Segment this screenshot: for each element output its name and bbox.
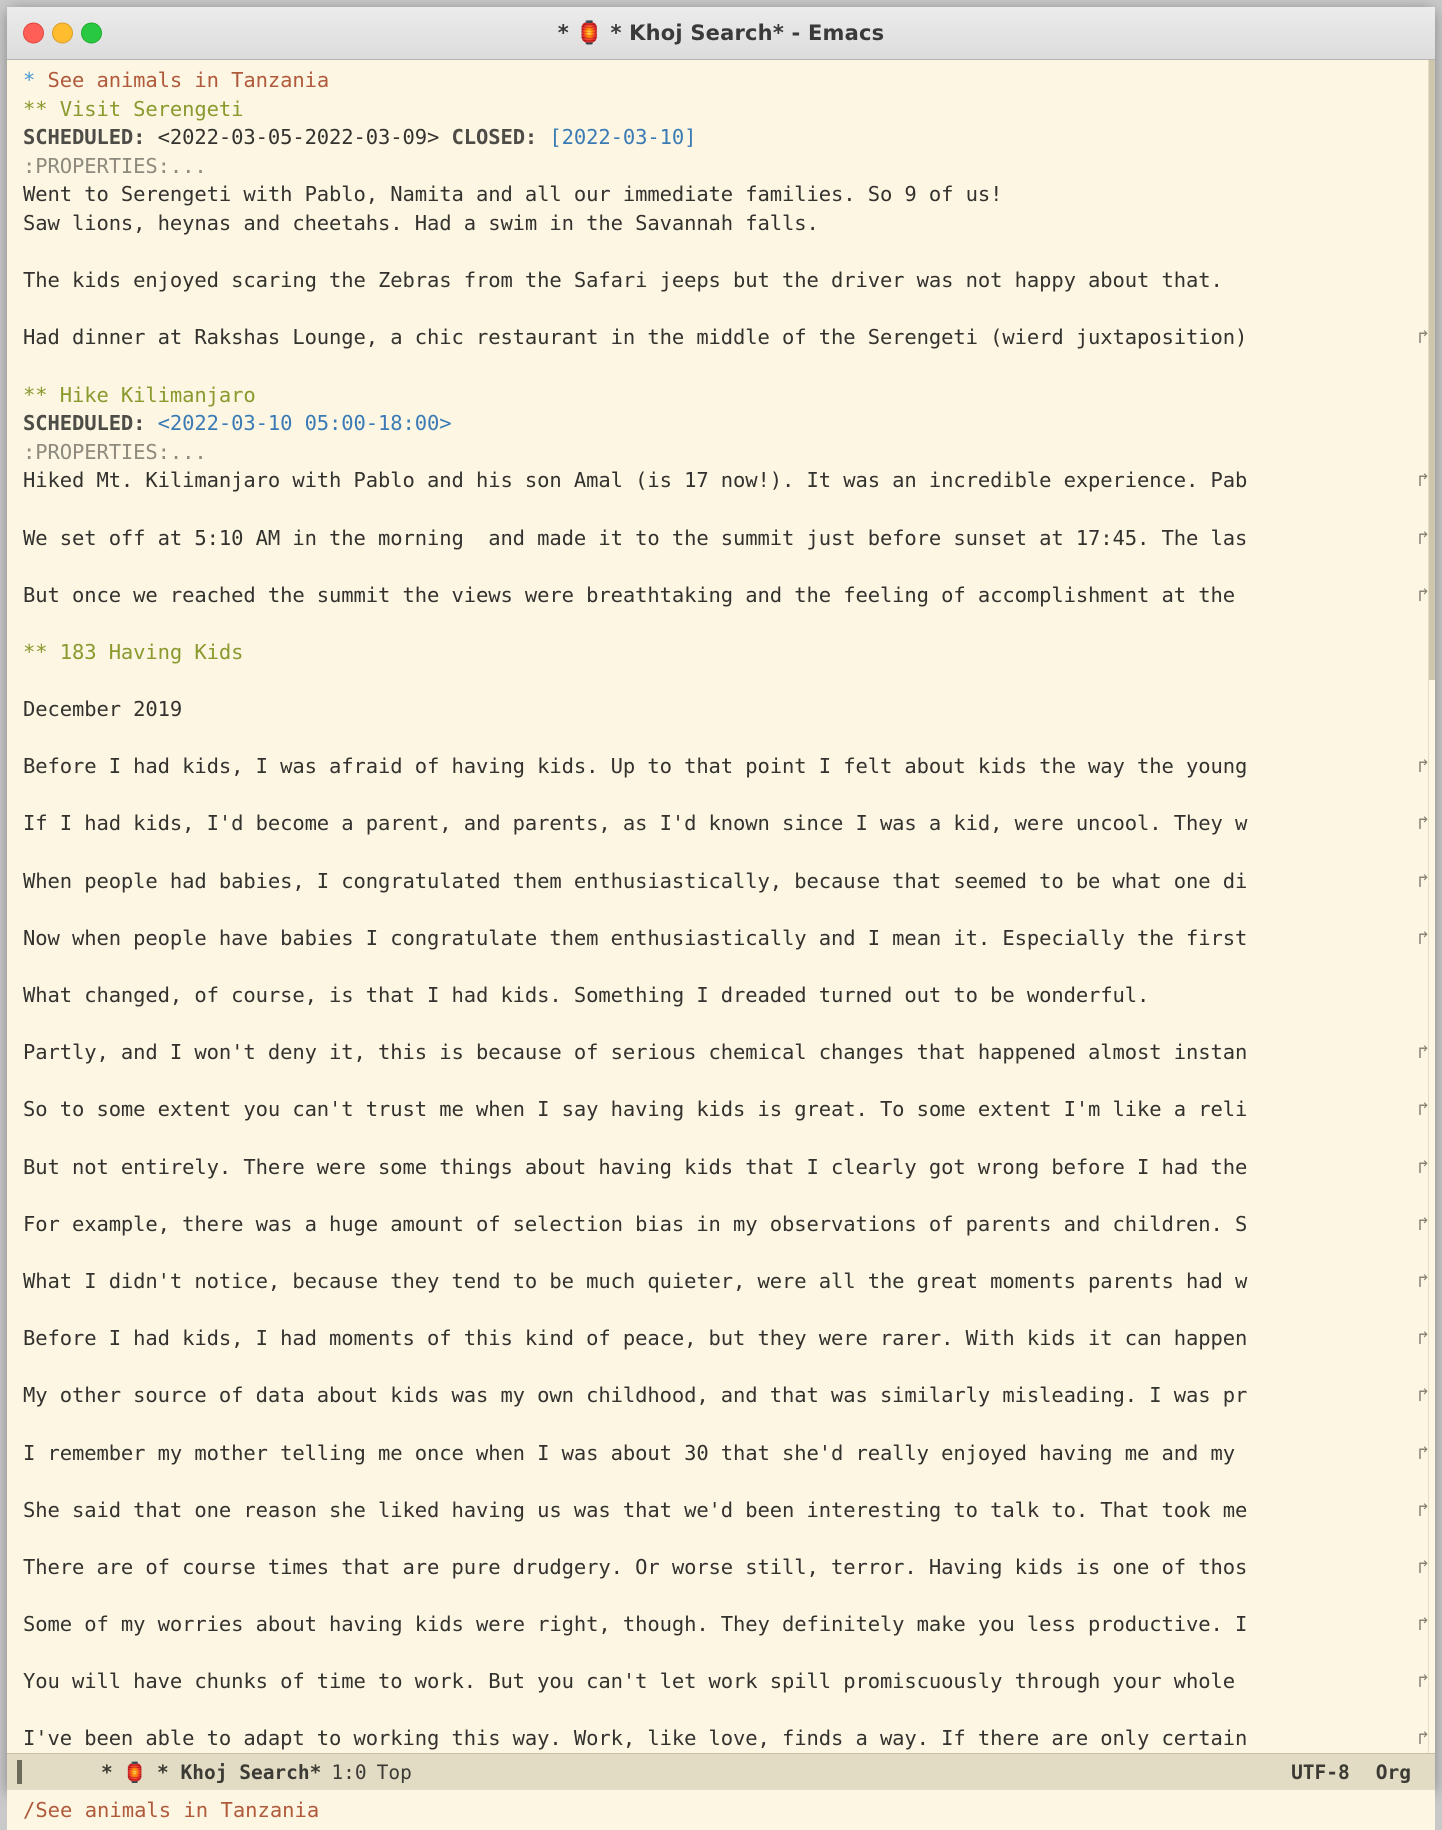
blank-line [7,895,1435,924]
heading1-stars: * [23,68,36,92]
mode-line-marker [17,1760,22,1784]
mode-line-scroll: Top [376,1760,412,1784]
org-heading-2[interactable] [7,381,1435,410]
scheduled-keyword: SCHEDULED: [23,411,146,436]
blank-line [7,238,1435,267]
emacs-window [7,7,1435,1823]
org-properties-drawer[interactable]: :PROPERTIES:... [23,439,207,464]
buffer-line: My other source of data about kids was my own childhood, and that was similarly misleading. I was pr ↱ [7,1381,1435,1410]
blank-line [7,1124,1435,1153]
buffer-line: She said that one reason she liked having us was that we'd been interesting to talk to. That took me ↱ [7,1496,1435,1525]
buffer-line: Hiked Mt. Kilimanjaro with Pablo and his son Amal (is 17 now!). It was an incredible experience. Pab ↱ [7,466,1435,495]
buffer-line: Before I had kids, I had moments of this kind of peace, but they were rarer. With kids it can happen ↱ [7,1324,1435,1353]
buffer-line: Now when people have babies I congratulate them enthusiastically and I mean it. Especially the first ↱ [7,924,1435,953]
org-heading-2[interactable] [7,95,1435,124]
blank-line [7,495,1435,524]
heading2-text: 183 Having Kids [47,639,244,664]
mode-line [7,1753,1435,1790]
blank-line [7,952,1435,981]
blank-line [7,724,1435,753]
blank-line [7,1067,1435,1096]
heading2-stars: ** [23,639,48,664]
org-properties-drawer[interactable]: :PROPERTIES:... [23,153,207,178]
window-controls[interactable] [23,23,102,44]
buffer-line: Partly, and I won't deny it, this is because of serious chemical changes that happened almost instan ↱ [7,1038,1435,1067]
scrollbar-thumb[interactable] [1429,60,1435,680]
minimize-button[interactable] [52,23,73,44]
mode-line-left [101,1761,412,1784]
blank-line [7,552,1435,581]
mode-line-position: 1:0 [331,1760,367,1784]
heading2-stars: ** [23,382,48,407]
blank-line [7,352,1435,381]
title-bar [7,7,1435,60]
buffer-line: You will have chunks of time to work. But you can't let work spill promiscuously through your whole ↱ [7,1667,1435,1696]
buffer-line: We set off at 5:10 AM in the morning and made it to the summit just before sunset at 17:45. The las ↱ [7,524,1435,553]
window-title-text: * Khoj Search* - Emacs [610,21,885,45]
title-prefix: * [557,21,569,45]
buffer-line: Some of my worries about having kids were right, though. They definitely make you less productive. I ↱ [7,1610,1435,1639]
mode-line-encoding: UTF-8 [1291,1760,1350,1784]
blank-line [7,1410,1435,1439]
buffer-line: But not entirely. There were some things about having kids that I clearly got wrong before I had the ↱ [7,1153,1435,1182]
scheduled-value: <2022-03-10 05:00-18:00> [145,411,452,436]
org-schedule-line [7,409,1435,438]
minibuffer[interactable] [7,1790,1435,1830]
buffer-line: For example, there was a huge amount of selection bias in my observations of parents and children. S ↱ [7,1210,1435,1239]
close-button[interactable] [23,23,44,44]
buffer-line: What I didn't notice, because they tend to be much quieter, were all the great moments parents had w ↱ [7,1267,1435,1296]
buffer-line: If I had kids, I'd become a parent, and parents, as I'd known since I was a kid, were uncool. They w ↱ [7,809,1435,838]
blank-line [7,1181,1435,1210]
window-title [7,21,1435,46]
buffer-line: But once we reached the summit the views were breathtaking and the feeling of accomplishment at the ↱ [7,581,1435,610]
blank-line [7,1238,1435,1267]
vertical-scrollbar[interactable] [1428,60,1435,1753]
buffer-line: Saw lions, heynas and cheetahs. Had a swim in the Savannah falls. [23,210,819,235]
blank-line [7,1010,1435,1039]
buffer-line: December 2019 [23,697,183,722]
blank-line [7,1696,1435,1725]
lightbulb-icon: 🏮 [122,1760,148,1784]
text-buffer[interactable] [7,60,1435,1753]
mode-line-major-mode: Org [1375,1760,1411,1784]
buffer-line: Before I had kids, I was afraid of having kids. Up to that point I felt about kids the way the young ↱ [7,752,1435,781]
buffer-line: I've been able to adapt to working this way. Work, like love, finds a way. If there are only certain ↱ [7,1724,1435,1753]
buffer-line: When people had babies, I congratulated them enthusiastically, because that seemed to be what one di ↱ [7,867,1435,896]
blank-line [7,1353,1435,1382]
heading2-stars: ** [23,96,48,121]
scheduled-value: <2022-03-05-2022-03-09> [145,125,452,150]
heading2-text: Visit Serengeti [47,96,244,121]
blank-line [7,1639,1435,1668]
blank-line [7,1467,1435,1496]
heading1-text: See animals in Tanzania [35,68,330,92]
blank-line [7,1524,1435,1553]
minibuffer-text: /See animals in Tanzania [23,1798,320,1823]
org-heading-1[interactable] [7,66,1435,95]
mode-line-right [1291,1761,1421,1784]
buffer-line: The kids enjoyed scaring the Zebras from the Safari jeeps but the driver was not happy about that. [23,268,1223,293]
blank-line [7,838,1435,867]
heading2-text: Hike Kilimanjaro [47,382,256,407]
buffer-line: Had dinner at Rakshas Lounge, a chic restaurant in the middle of the Serengeti (wierd juxtaposition) ↱ [7,323,1435,352]
closed-value: [2022-03-10] [537,125,697,150]
buffer-line: I remember my mother telling me once when I was about 30 that she'd really enjoyed having me and my ↱ [7,1439,1435,1468]
blank-line [7,609,1435,638]
buffer-line: Went to Serengeti with Pablo, Namita and all our immediate families. So 9 of us! [23,182,1003,207]
buffer-name-prefix: * [101,1760,113,1784]
blank-line [7,1296,1435,1325]
buffer-line: What changed, of course, is that I had kids. Something I dreaded turned out to be wonderful. [23,983,1150,1007]
blank-line [7,1581,1435,1610]
scheduled-keyword: SCHEDULED: [23,125,146,150]
blank-line [7,781,1435,810]
buffer-line: There are of course times that are pure drudgery. Or worse still, terror. Having kids is one of thos ↱ [7,1553,1435,1582]
blank-line [7,666,1435,695]
org-heading-2[interactable] [7,638,1435,667]
buffer-line: So to some extent you can't trust me when I say having kids is great. To some extent I'm like a reli ↱ [7,1095,1435,1124]
org-schedule-line [7,123,1435,152]
blank-line [7,295,1435,324]
closed-keyword: CLOSED: [451,125,538,150]
mode-line-buffer-name: * Khoj Search* [157,1760,322,1784]
lightbulb-icon: 🏮 [575,20,604,46]
maximize-button[interactable] [81,23,102,44]
